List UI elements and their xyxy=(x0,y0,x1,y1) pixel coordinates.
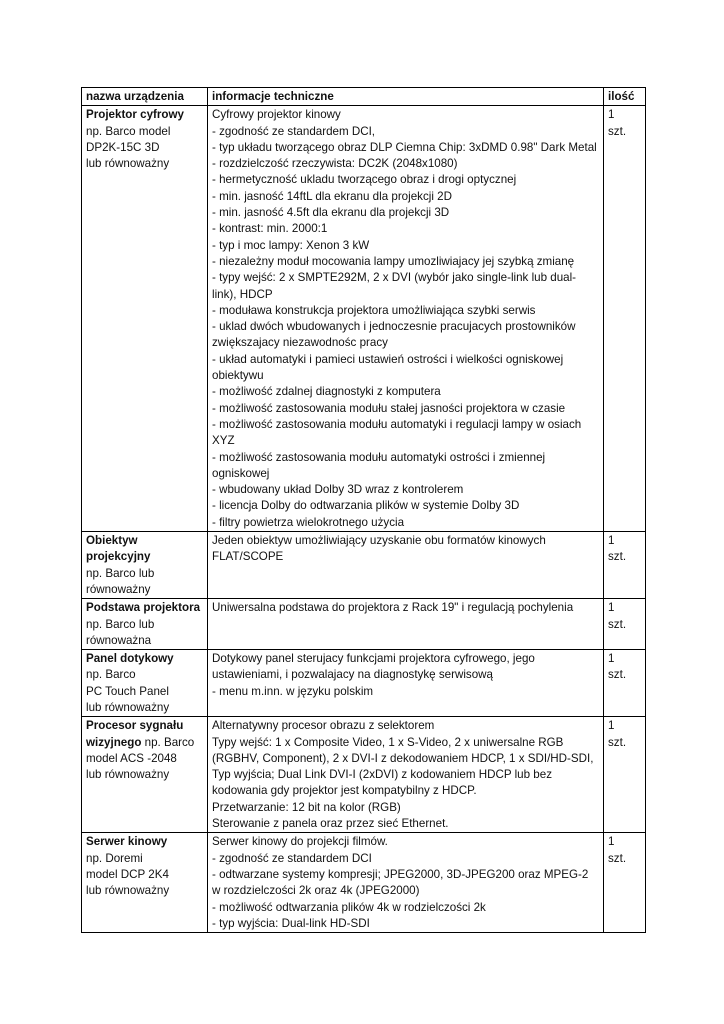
info-line: - typ wyjścia: Dual-link HD-SDI xyxy=(212,916,370,930)
info-cell xyxy=(208,717,604,833)
table-row xyxy=(82,106,646,532)
info-line: - odtwarzane systemy kompresji; JPEG2000, 3D-JPEG200 oraz MPEG-2 w rozdzielczości 2k oraz 4k (JPEG2000) xyxy=(212,867,589,898)
info-line: - min. jasność 14ftL dla ekranu dla projekcji 2D xyxy=(212,189,452,203)
device-cell xyxy=(82,599,208,650)
info-line: - możliwość odtwarzania plików 4k w rodzielczości 2k xyxy=(212,900,486,914)
device-name: Obiektyw projekcyjny xyxy=(86,534,151,564)
info-line: - typ i moc lampy: Xenon 3 kW xyxy=(212,238,370,252)
info-line: - moduława konstrukcja projektora umożliwiająca szybki serwis xyxy=(212,303,536,317)
info-line: - menu m.inn. w języku polskim xyxy=(212,684,374,698)
qty-cell: 1 szt. xyxy=(604,717,646,833)
device-name: Panel dotykowy xyxy=(86,652,174,666)
info-line: - uklad dwóch wbudowanych i jednoczesnie pracujacych prostowników zwiększajacy niezawodnośc pracy xyxy=(212,320,576,350)
table-row xyxy=(82,833,646,933)
info-cell xyxy=(208,833,604,933)
info-line: - zgodność ze standardem DCI xyxy=(212,851,372,865)
device-cell xyxy=(82,717,208,833)
info-line: Alternatywny procesor obrazu z selektorem xyxy=(212,719,435,733)
device-cell xyxy=(82,650,208,717)
info-line: Sterowanie z panela oraz przez sieć Ethernet. xyxy=(212,817,449,831)
info-line: - rozdzielczość rzeczywista: DC2K (2048x1080) xyxy=(212,157,458,171)
header-info: informacje techniczne xyxy=(208,88,604,106)
device-cell xyxy=(82,833,208,933)
info-line: Dotykowy panel sterujacy funkcjami projektora cyfrowego, jego ustawieniami, i pozwalajacy na diagnostykę serwisową xyxy=(212,652,535,682)
info-line: - licencja Dolby do odtwarzania plików w systemie Dolby 3D xyxy=(212,499,520,513)
info-line: Serwer kinowy do projekcji filmów. xyxy=(212,835,388,849)
device-model: np. Barco model ACS -2048 lub równoważny xyxy=(86,735,195,782)
info-cell xyxy=(208,650,604,717)
info-cell xyxy=(208,532,604,599)
table-header-row xyxy=(82,88,646,106)
device-name: Podstawa projektora xyxy=(86,601,201,615)
qty-cell: 1 szt. xyxy=(604,532,646,599)
info-cell xyxy=(208,599,604,650)
document-page xyxy=(81,87,645,933)
info-line: - typy wejść: 2 x SMPTE292M, 2 x DVI (wybór jako single-link lub dual-link), HDCP xyxy=(212,271,577,301)
info-cell xyxy=(208,106,604,532)
equipment-table xyxy=(81,87,646,933)
device-model: np. Barco lub równoważna xyxy=(86,617,155,647)
info-line: - zgodność ze standardem DCI, xyxy=(212,124,376,138)
info-line: Jeden obiektyw umożliwiający uzyskanie obu formatów kinowych FLAT/SCOPE xyxy=(212,534,546,564)
info-line: - niezależny moduł mocowania lampy umozliwiajacy jej szybką zmianę xyxy=(212,254,575,268)
device-name: Procesor sygnału wizyjnego xyxy=(86,719,184,749)
table-row xyxy=(82,599,646,650)
info-line: - filtry powietrza wielokrotnego użycia xyxy=(212,515,405,529)
info-line: - możliwość zastosowania modułu stałej jasności projektora w czasie xyxy=(212,401,566,415)
device-model: np. Barco PC Touch Panel lub równoważny xyxy=(86,668,170,714)
qty-cell: 1 szt. xyxy=(604,106,646,532)
device-model: np. Barco lub równoważny xyxy=(86,566,155,596)
table-row xyxy=(82,650,646,717)
device-cell xyxy=(82,532,208,599)
info-line: - możliwość zastosowania modułu automatyki ostrości i zmiennej ogniskowej xyxy=(212,450,546,480)
info-line: - układ automatyki i pamieci ustawień ostrości i wielkości ogniskowej obiektywu xyxy=(212,352,564,383)
info-line: - możliwość zastosowania modułu automatyki i regulacji lampy w osiach XYZ xyxy=(212,417,582,448)
info-line: Typy wejść: 1 x Composite Video, 1 x S-Video, 2 x uniwersalne RGB (RGBHV, Component), 2 x DVI-I z dekodowaniem HDCP, 1 x SDI/HD-SDI, Typ wyjścia; Dual Link DVI-I (2xDVI) z kodowaniem HDCP lub bez kodowania gdy projektor jest kompatybilny z HDCP. xyxy=(212,735,594,798)
info-line: - typ układu tworzącego obraz DLP Ciemna Chip: 3xDMD 0.98" Dark Metal xyxy=(212,140,597,154)
qty-cell: 1 szt. xyxy=(604,833,646,933)
device-model: np. Doremi model DCP 2K4 lub równoważny xyxy=(86,851,170,898)
info-line: - min. jasność 4.5ft dla ekranu dla projekcji 3D xyxy=(212,206,450,220)
header-qty: ilość xyxy=(604,88,646,106)
table-row xyxy=(82,717,646,833)
device-model: np. Barco model DP2K-15C 3D lub równoważny xyxy=(86,124,171,171)
info-line: - wbudowany układ Dolby 3D wraz z kontrolerem xyxy=(212,483,464,497)
table-row xyxy=(82,532,646,599)
device-cell xyxy=(82,106,208,532)
qty-cell: 1 szt. xyxy=(604,650,646,717)
device-name: Serwer kinowy xyxy=(86,835,168,849)
info-line: - hermetyczność ukladu tworzącego obraz i drogi optycznej xyxy=(212,173,517,187)
device-name: Projektor cyfrowy xyxy=(86,108,184,122)
header-name: nazwa urządzenia xyxy=(82,88,208,106)
info-line: Przetwarzanie: 12 bit na kolor (RGB) xyxy=(212,800,401,814)
qty-cell: 1 szt. xyxy=(604,599,646,650)
info-line: - możliwość zdalnej diagnostyki z komputera xyxy=(212,385,441,399)
info-line: Uniwersalna podstawa do projektora z Rack 19" i regulacją pochylenia xyxy=(212,601,574,615)
info-line: Cyfrowy projektor kinowy xyxy=(212,108,341,122)
info-line: - kontrast: min. 2000:1 xyxy=(212,222,328,236)
